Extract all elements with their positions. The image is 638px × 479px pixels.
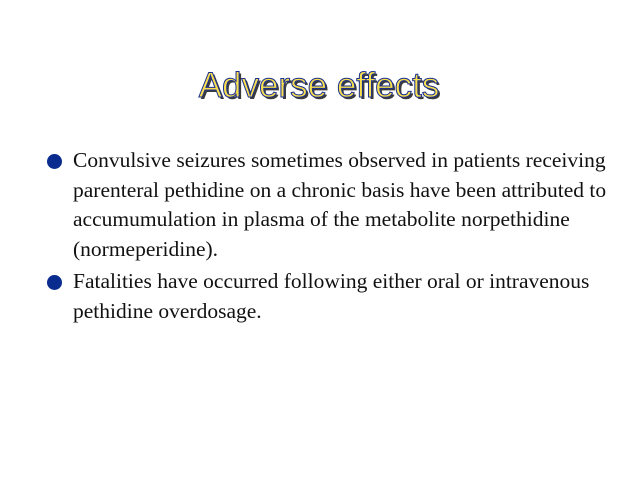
bullet-item-seizures [47,146,607,264]
bullet-item-fatalities [47,267,607,326]
bullet-list [47,146,607,329]
bullet-text: Convulsive seizures sometimes observed in patients receiving parenteral pethidine on a chronic basis have been attributed to accumumulation in plasma of the metabolite norpethidine (normeperidine). [73,148,607,261]
bullet-dot-icon [47,154,62,169]
bullet-text: Fatalities have occurred following either oral or intravenous pethidine overdosage. [73,269,590,323]
slide-title: Adverse effects [198,66,440,105]
bullet-dot-icon [47,275,62,290]
